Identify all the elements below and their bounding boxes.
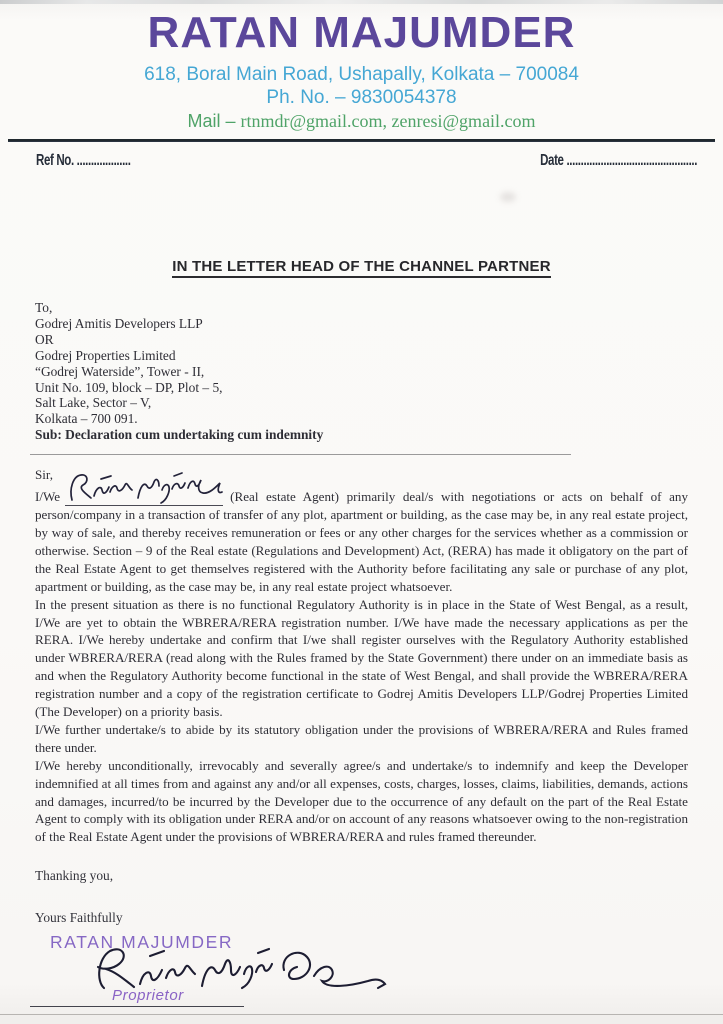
- signature-block: [30, 932, 693, 1024]
- letter-body: [35, 466, 688, 846]
- recipient-line: Salt Lake, Sector – V,: [35, 395, 152, 411]
- section-divider: [30, 454, 571, 455]
- stamp-name: RATAN MAJUMDER: [50, 932, 234, 953]
- recipient-line: Godrej Amitis Developers LLP: [35, 315, 203, 331]
- letterhead-divider: [8, 139, 715, 142]
- letterhead: [0, 0, 723, 142]
- closing-line: Thanking you,: [35, 868, 114, 884]
- scan-smudge: [500, 192, 516, 202]
- date-field: Date ..............................................: [539, 152, 697, 169]
- designation-label: Proprietor: [112, 987, 184, 1005]
- recipient-line: Unit No. 109, block – DP, Plot – 5,: [35, 379, 223, 395]
- letterhead-name: RATAN MAJUMDER: [147, 8, 576, 57]
- signature-icon: [65, 467, 223, 507]
- inline-handwritten-signature: [65, 484, 223, 506]
- subject-line: Sub: Declaration cum undertaking cum indemnity: [35, 427, 324, 443]
- paragraph-undertaking: I/We further undertake/s to abide by its statutory obligation under the provisions of WBRERA/RERA and Rules framed there under.: [35, 721, 688, 755]
- letterhead-phone: Ph. No. – 9830054378: [266, 87, 457, 108]
- document-heading: [0, 258, 723, 276]
- recipient-line: Godrej Properties Limited: [35, 347, 176, 363]
- paragraph-rera-status: In the present situation as there is no functional Regulatory Authority is in place in the State of West Bengal, as a result, I/We are yet to obtain the WBRERA/RERA registration number. I/We have made the necessary applications as per the RERA. I/We hereby undertake and confirm that I/we shall register ourselves with the Regulatory Authority established under WBRERA/RERA (read along with the Rules framed by the State Government) there under on an immediate basis as and when the Regulatory Authority become functional in the state of West Bengal, and shall provide the WBRERA/RERA registration number and a copy of the registration certificate to Godrej Amitis Developers LLP/Godrej Properties Limited (The Developer) on a priority basis.: [35, 596, 688, 720]
- scan-top-edge: [0, 0, 723, 4]
- paragraph-declaration: [35, 484, 688, 596]
- letterhead-email-line: [0, 111, 723, 132]
- recipient-line: Kolkata – 700 091.: [35, 411, 138, 427]
- ref-no-field: Ref No. ...................: [36, 152, 131, 169]
- salutation: Sir,: [35, 467, 54, 483]
- valediction-line: Yours Faithfully: [35, 910, 123, 926]
- para1-text: (Real estate Agent) primarily deal/s with negotiations or acts on behalf of any person/company in a transaction of transfer of any plot, apartment or building, as the case may be, in any real estate project, by way of sale, and thereby receives remuneration or fees or any other charges for the services whether as a commission or otherwise. Section – 9 of the Real estate (Regulations and Development) Act, (RERA) has made it obligatory on the part of the Real Estate Agent to get themselves registered with the Authority before facilitating any sale or purchase of any plot, apartment or building, as the case may be, in any real estate project whatsoever.: [35, 489, 688, 594]
- paragraph-indemnity: I/We hereby unconditionally, irrevocably and severally agree/s and undertake/s to indemnify and keep the Developer indemnified at all times from and against any and/or all expenses, costs, charges, losses, claims, liabilities, demands, actions and damages, incurred/to be incurred by the Developer due to the occurrence of any default on the part of the Real Estate Agent to comply with its obligation under RERA and/or on account of any reasons whatsoever owing to the non-registration of the Real Estate Agent under the provisions of WBRERA/RERA and rules framed thereunder.: [35, 757, 688, 845]
- signature-underline: [30, 1006, 244, 1007]
- recipient-line: To,: [35, 300, 53, 315]
- recipient-line: OR: [35, 331, 54, 347]
- scan-bottom-edge: [0, 1014, 723, 1024]
- recipient-block: [35, 300, 688, 443]
- letterhead-address: 618, Boral Main Road, Ushapally, Kolkata – 700084: [144, 64, 579, 85]
- mail-label: Mail –: [187, 111, 241, 131]
- ref-date-row: [36, 152, 697, 170]
- para1-prefix: I/We: [35, 489, 61, 505]
- document-heading-text: IN THE LETTER HEAD OF THE CHANNEL PARTNER: [172, 258, 550, 278]
- email-addresses: rtnmdr@gmail.com, zenresi@gmail.com: [240, 111, 536, 131]
- recipient-line: “Godrej Waterside”, Tower - II,: [35, 363, 205, 379]
